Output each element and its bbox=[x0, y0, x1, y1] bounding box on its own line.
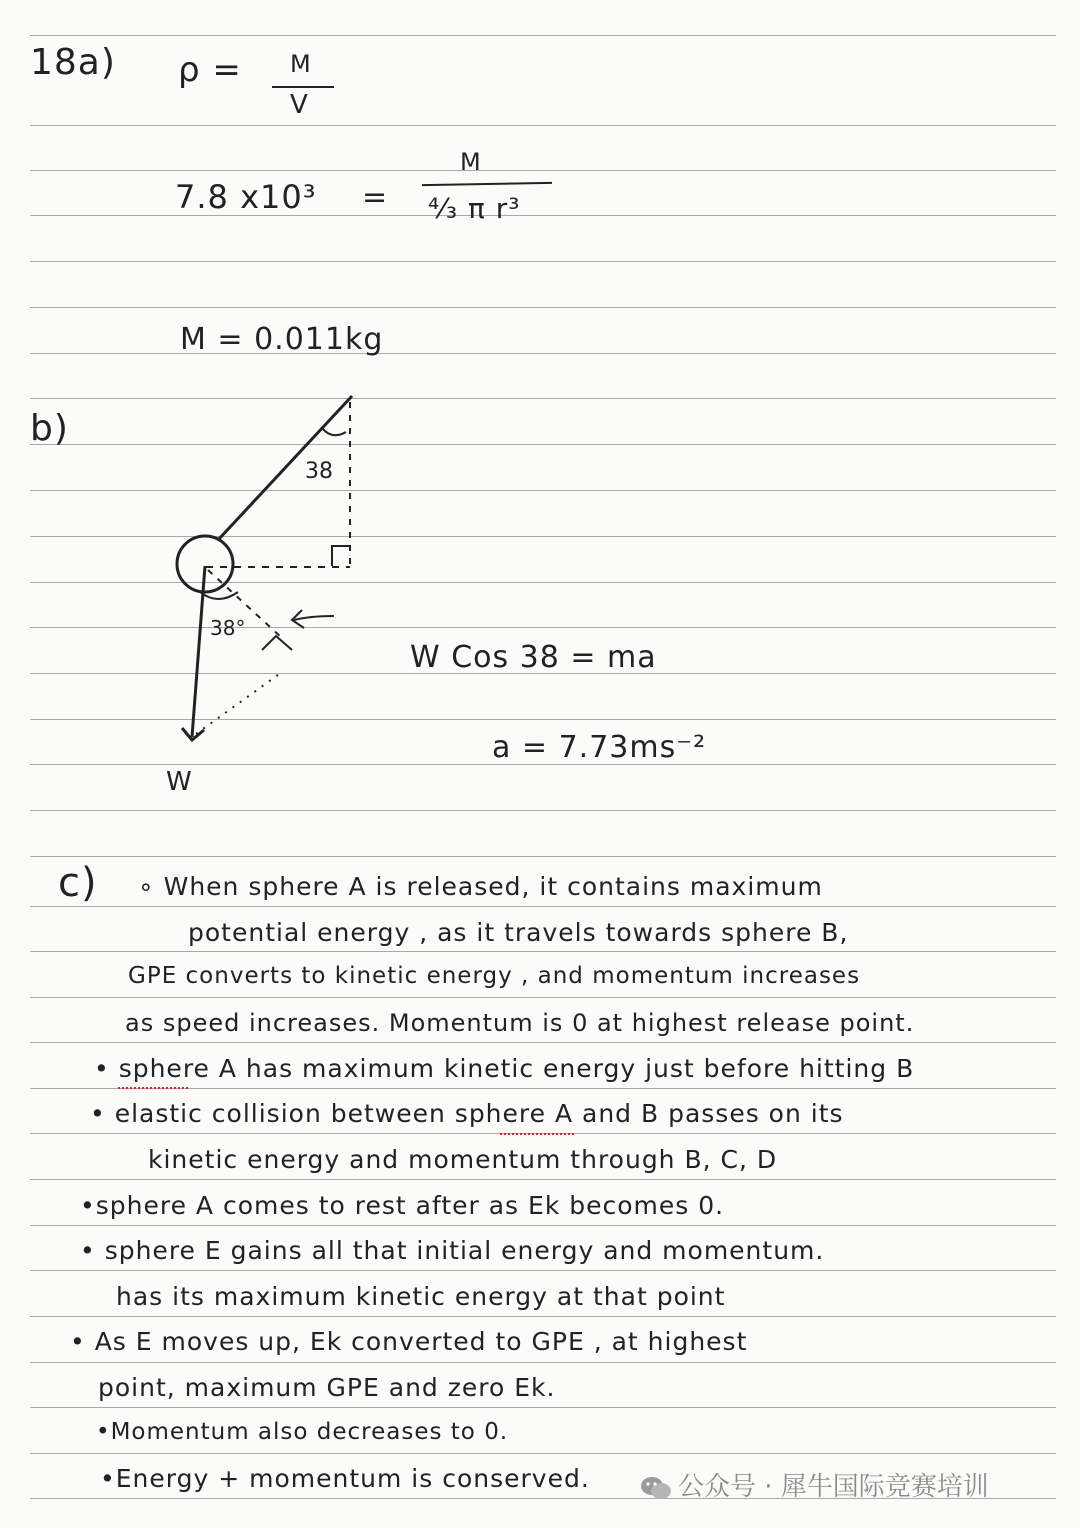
ruled-line bbox=[30, 997, 1056, 998]
ruled-line bbox=[30, 170, 1056, 171]
answer-line: GPE converts to kinetic energy , and momentum increases bbox=[128, 963, 861, 989]
ruled-line bbox=[30, 810, 1056, 811]
answer-line: •sphere A comes to rest after as Ek becomes 0. bbox=[80, 1191, 725, 1220]
ruled-line bbox=[30, 906, 1056, 907]
right-angle-marker-2 bbox=[262, 636, 292, 650]
spellcheck-underline bbox=[500, 1133, 574, 1135]
ruled-line bbox=[30, 1042, 1056, 1043]
answer-line: • elastic collision between sphere A and B passes on its bbox=[90, 1099, 844, 1128]
answer-line: •Momentum also decreases to 0. bbox=[96, 1419, 509, 1445]
ruled-line bbox=[30, 856, 1056, 857]
ruled-line bbox=[30, 1453, 1056, 1454]
ruled-line bbox=[30, 307, 1056, 308]
acceleration-result: a = 7.73ms⁻² bbox=[492, 730, 707, 765]
angle-label-bottom: 38° bbox=[210, 616, 246, 640]
density-value: 7.8 x10³ bbox=[175, 178, 317, 216]
fraction-bar-2 bbox=[422, 182, 552, 186]
density-symbol: ρ = bbox=[178, 50, 242, 90]
ruled-line bbox=[30, 1270, 1056, 1271]
ruled-line bbox=[30, 1362, 1056, 1363]
component-equation: W Cos 38 = ma bbox=[410, 640, 657, 675]
mass-numerator: M bbox=[290, 50, 312, 78]
direction-arrow bbox=[294, 616, 334, 620]
answer-line: kinetic energy and momentum through B, C, D bbox=[148, 1145, 778, 1174]
fraction-bar bbox=[272, 86, 334, 88]
answer-line: • sphere E gains all that initial energy and momentum. bbox=[80, 1236, 825, 1265]
equals-sign: = bbox=[362, 180, 389, 215]
answer-line: potential energy , as it travels towards sphere B, bbox=[188, 918, 849, 947]
watermark-text: 公众号 · 犀牛国际竞赛培训 bbox=[678, 1472, 989, 1502]
answer-line: has its maximum kinetic energy at that point bbox=[116, 1282, 726, 1311]
ruled-line bbox=[30, 951, 1056, 952]
part-a-label: 18a) bbox=[30, 42, 116, 83]
mass-numerator-2: M bbox=[460, 148, 482, 176]
ruled-line bbox=[30, 1179, 1056, 1180]
answer-line: as speed increases. Momentum is 0 at highest release point. bbox=[125, 1009, 915, 1037]
part-c-label: c) bbox=[58, 860, 98, 906]
watermark bbox=[640, 1466, 989, 1503]
answer-line: • As E moves up, Ek converted to GPE , at highest bbox=[70, 1327, 748, 1356]
top-angle-arc bbox=[322, 428, 346, 435]
weight-label: W bbox=[166, 767, 192, 797]
ruled-line bbox=[30, 1316, 1056, 1317]
answer-line: • sphere A has maximum kinetic energy just before hitting B bbox=[94, 1054, 915, 1083]
dotted-line bbox=[196, 672, 282, 734]
ruled-line bbox=[30, 1407, 1056, 1408]
pendulum-force-diagram bbox=[0, 380, 420, 800]
ruled-line bbox=[30, 261, 1056, 262]
wechat-icon bbox=[640, 1475, 672, 1501]
spellcheck-underline bbox=[118, 1087, 188, 1089]
ruled-line bbox=[30, 35, 1056, 36]
angle-label-top: 38 bbox=[305, 459, 333, 484]
volume-denominator: V bbox=[290, 90, 309, 120]
part-b-label: b) bbox=[30, 408, 69, 449]
mass-result: M = 0.011kg bbox=[180, 322, 384, 357]
right-angle-marker bbox=[332, 546, 350, 566]
sphere-volume-denominator: ⁴⁄₃ π r³ bbox=[428, 192, 521, 225]
answer-line: ∘ When sphere A is released, it contains maximum bbox=[138, 872, 823, 901]
answer-line: point, maximum GPE and zero Ek. bbox=[98, 1373, 556, 1402]
ruled-line bbox=[30, 125, 1056, 126]
answer-line: •Energy + momentum is conserved. bbox=[100, 1464, 590, 1493]
ruled-line bbox=[30, 1225, 1056, 1226]
